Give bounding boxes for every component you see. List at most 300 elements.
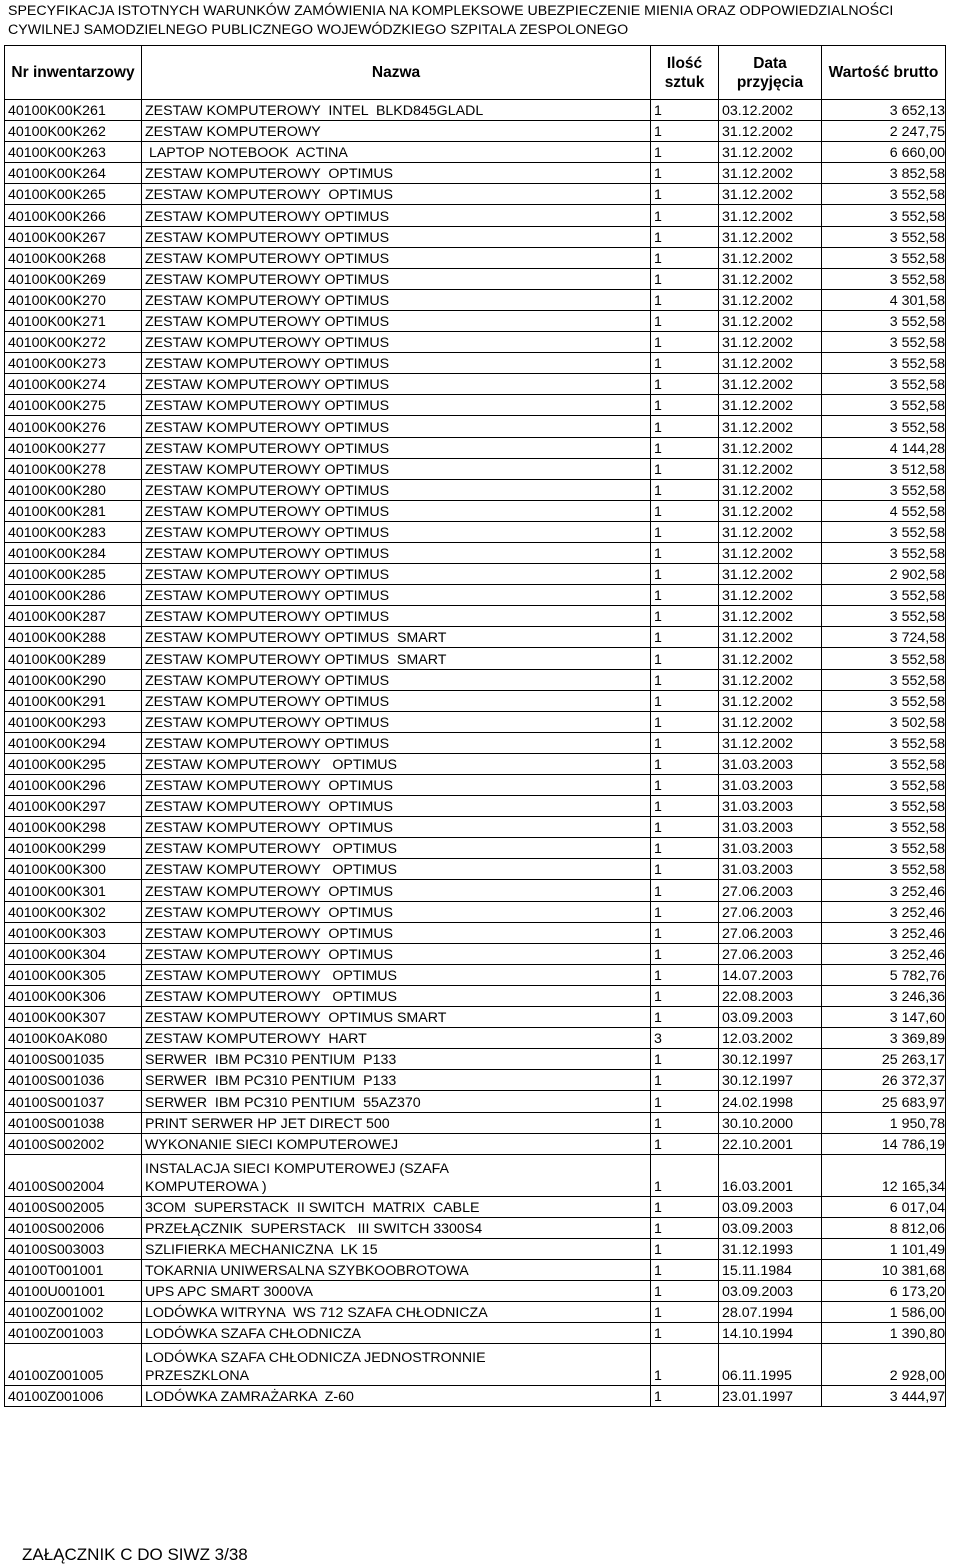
- cell-date: 24.02.1998: [719, 1091, 822, 1112]
- cell-quantity: 1: [651, 1154, 719, 1196]
- cell-name: PRZEŁĄCZNIK SUPERSTACK III SWITCH 3300S4: [142, 1217, 651, 1238]
- cell-date: 31.12.2002: [719, 606, 822, 627]
- cell-date: 03.09.2003: [719, 1281, 822, 1302]
- cell-value: 3 552,58: [822, 332, 946, 353]
- cell-name: ZESTAW KOMPUTEROWY OPTIMUS: [142, 310, 651, 331]
- table-row: [5, 775, 946, 796]
- cell-quantity: 1: [651, 542, 719, 563]
- cell-name: ZESTAW KOMPUTEROWY OPTIMUS: [142, 542, 651, 563]
- cell-value: 3 552,58: [822, 542, 946, 563]
- cell-inventory-number: 40100S002004: [5, 1154, 142, 1196]
- table-row: [5, 880, 946, 901]
- table-row: [5, 901, 946, 922]
- column-header-ilosc: Ilość sztuk: [651, 46, 719, 100]
- table-row: [5, 416, 946, 437]
- cell-inventory-number: 40100T001001: [5, 1259, 142, 1280]
- cell-name: ZESTAW KOMPUTEROWY OPTIMUS: [142, 184, 651, 205]
- cell-inventory-number: 40100S002005: [5, 1196, 142, 1217]
- cell-date: 31.12.2002: [719, 395, 822, 416]
- table-row: [5, 374, 946, 395]
- cell-value: 6 660,00: [822, 142, 946, 163]
- cell-quantity: 1: [651, 775, 719, 796]
- cell-inventory-number: 40100K00K280: [5, 479, 142, 500]
- column-header-wartosc: Wartość brutto: [822, 46, 946, 100]
- table-row: [5, 268, 946, 289]
- cell-value: 6 017,04: [822, 1196, 946, 1217]
- cell-inventory-number: 40100K00K303: [5, 922, 142, 943]
- table-header-row: [5, 46, 946, 100]
- cell-date: 31.12.2002: [719, 121, 822, 142]
- cell-inventory-number: 40100K00K302: [5, 901, 142, 922]
- cell-date: 23.01.1997: [719, 1386, 822, 1407]
- cell-value: 1 950,78: [822, 1112, 946, 1133]
- cell-value: 4 552,58: [822, 500, 946, 521]
- cell-inventory-number: 40100Z001002: [5, 1302, 142, 1323]
- cell-inventory-number: 40100K00K261: [5, 100, 142, 121]
- cell-value: 2 247,75: [822, 121, 946, 142]
- cell-name: 3COM SUPERSTACK II SWITCH MATRIX CABLE: [142, 1196, 651, 1217]
- table-row: [5, 943, 946, 964]
- cell-inventory-number: 40100S001037: [5, 1091, 142, 1112]
- cell-inventory-number: 40100U001001: [5, 1281, 142, 1302]
- cell-quantity: 1: [651, 1259, 719, 1280]
- cell-value: 3 552,58: [822, 775, 946, 796]
- cell-quantity: 1: [651, 163, 719, 184]
- cell-name: ZESTAW KOMPUTEROWY OPTIMUS: [142, 458, 651, 479]
- cell-date: 31.12.2002: [719, 732, 822, 753]
- table-row: [5, 796, 946, 817]
- table-row: [5, 1133, 946, 1154]
- cell-inventory-number: 40100S002006: [5, 1217, 142, 1238]
- cell-date: 31.12.2002: [719, 479, 822, 500]
- cell-name: TOKARNIA UNIWERSALNA SZYBKOOBROTOWA: [142, 1259, 651, 1280]
- table-row: [5, 542, 946, 563]
- table-row: [5, 817, 946, 838]
- cell-name: ZESTAW KOMPUTEROWY OPTIMUS: [142, 226, 651, 247]
- cell-name: ZESTAW KOMPUTEROWY OPTIMUS SMART: [142, 627, 651, 648]
- cell-name: PRINT SERWER HP JET DIRECT 500: [142, 1112, 651, 1133]
- cell-value: 2 928,00: [822, 1344, 946, 1386]
- cell-date: 31.03.2003: [719, 859, 822, 880]
- table-row: [5, 163, 946, 184]
- cell-inventory-number: 40100K00K278: [5, 458, 142, 479]
- cell-name: UPS APC SMART 3000VA: [142, 1281, 651, 1302]
- table-row: [5, 332, 946, 353]
- inventory-table: [4, 45, 946, 1407]
- cell-value: 26 372,37: [822, 1070, 946, 1091]
- table-row: [5, 1154, 946, 1196]
- cell-quantity: 1: [651, 1007, 719, 1028]
- cell-value: 25 263,17: [822, 1049, 946, 1070]
- table-row: [5, 395, 946, 416]
- cell-name: ZESTAW KOMPUTEROWY OPTIMUS: [142, 479, 651, 500]
- cell-date: 22.08.2003: [719, 985, 822, 1006]
- cell-value: 3 252,46: [822, 922, 946, 943]
- cell-date: 31.12.2002: [719, 711, 822, 732]
- cell-value: 3 552,58: [822, 353, 946, 374]
- cell-date: 30.10.2000: [719, 1112, 822, 1133]
- cell-name: ZESTAW KOMPUTEROWY OPTIMUS: [142, 880, 651, 901]
- cell-value: 1 390,80: [822, 1323, 946, 1344]
- cell-date: 14.10.1994: [719, 1323, 822, 1344]
- table-row: [5, 1302, 946, 1323]
- cell-value: 3 252,46: [822, 943, 946, 964]
- cell-quantity: 1: [651, 1323, 719, 1344]
- cell-quantity: 1: [651, 585, 719, 606]
- cell-date: 31.12.2002: [719, 648, 822, 669]
- cell-inventory-number: 40100Z001006: [5, 1386, 142, 1407]
- cell-quantity: 1: [651, 1133, 719, 1154]
- cell-value: 3 552,58: [822, 247, 946, 268]
- cell-date: 31.12.2002: [719, 184, 822, 205]
- cell-value: 3 552,58: [822, 796, 946, 817]
- cell-date: 31.12.2002: [719, 542, 822, 563]
- table-row: [5, 1070, 946, 1091]
- table-row: [5, 753, 946, 774]
- table-row: [5, 353, 946, 374]
- cell-inventory-number: 40100K00K284: [5, 542, 142, 563]
- cell-inventory-number: 40100Z001003: [5, 1323, 142, 1344]
- cell-name: ZESTAW KOMPUTEROWY OPTIMUS: [142, 732, 651, 753]
- cell-quantity: 1: [651, 142, 719, 163]
- cell-date: 31.12.2002: [719, 226, 822, 247]
- footer-label: ZAŁĄCZNIK C DO SIWZ 3/38: [22, 1545, 248, 1564]
- cell-inventory-number: 40100K00K299: [5, 838, 142, 859]
- cell-quantity: 1: [651, 964, 719, 985]
- cell-quantity: 1: [651, 437, 719, 458]
- cell-date: 31.03.2003: [719, 753, 822, 774]
- cell-value: 3 552,58: [822, 606, 946, 627]
- cell-value: 1 101,49: [822, 1238, 946, 1259]
- cell-inventory-number: 40100K00K265: [5, 184, 142, 205]
- cell-value: 3 552,58: [822, 838, 946, 859]
- cell-name: ZESTAW KOMPUTEROWY OPTIMUS: [142, 205, 651, 226]
- cell-quantity: 1: [651, 121, 719, 142]
- cell-name: ZESTAW KOMPUTEROWY OPTIMUS: [142, 690, 651, 711]
- cell-inventory-number: 40100K00K273: [5, 353, 142, 374]
- cell-value: 14 786,19: [822, 1133, 946, 1154]
- cell-value: 3 724,58: [822, 627, 946, 648]
- cell-value: 3 552,58: [822, 753, 946, 774]
- cell-inventory-number: 40100K00K305: [5, 964, 142, 985]
- cell-value: 3 552,58: [822, 521, 946, 542]
- cell-value: 3 147,60: [822, 1007, 946, 1028]
- table-row: [5, 437, 946, 458]
- cell-inventory-number: 40100K00K294: [5, 732, 142, 753]
- cell-inventory-number: 40100K00K293: [5, 711, 142, 732]
- cell-date: 16.03.2001: [719, 1154, 822, 1196]
- table-row: [5, 964, 946, 985]
- cell-quantity: 1: [651, 289, 719, 310]
- cell-quantity: 1: [651, 1070, 719, 1091]
- cell-quantity: 1: [651, 1386, 719, 1407]
- cell-quantity: 1: [651, 859, 719, 880]
- cell-quantity: 1: [651, 796, 719, 817]
- cell-name: ZESTAW KOMPUTEROWY OPTIMUS: [142, 711, 651, 732]
- cell-quantity: 1: [651, 1344, 719, 1386]
- cell-date: 31.12.2002: [719, 268, 822, 289]
- cell-name: LAPTOP NOTEBOOK ACTINA: [142, 142, 651, 163]
- table-row: [5, 669, 946, 690]
- cell-value: 3 552,58: [822, 585, 946, 606]
- cell-name: ZESTAW KOMPUTEROWY OPTIMUS: [142, 775, 651, 796]
- cell-value: 25 683,97: [822, 1091, 946, 1112]
- table-row: [5, 1007, 946, 1028]
- cell-quantity: 1: [651, 669, 719, 690]
- cell-inventory-number: 40100K00K290: [5, 669, 142, 690]
- cell-name: ZESTAW KOMPUTEROWY OPTIMUS: [142, 500, 651, 521]
- cell-date: 31.12.2002: [719, 458, 822, 479]
- cell-name: LODÓWKA SZAFA CHŁODNICZA JEDNOSTRONNIE PRZESZKLONA: [142, 1344, 651, 1386]
- cell-date: 06.11.1995: [719, 1344, 822, 1386]
- cell-quantity: 1: [651, 1091, 719, 1112]
- cell-inventory-number: 40100K00K288: [5, 627, 142, 648]
- table-row: [5, 564, 946, 585]
- cell-value: 3 552,58: [822, 817, 946, 838]
- table-row: [5, 690, 946, 711]
- cell-inventory-number: 40100K00K283: [5, 521, 142, 542]
- cell-name: ZESTAW KOMPUTEROWY OPTIMUS: [142, 901, 651, 922]
- cell-inventory-number: 40100K0AK080: [5, 1028, 142, 1049]
- cell-value: 6 173,20: [822, 1281, 946, 1302]
- table-row: [5, 1049, 946, 1070]
- cell-quantity: 1: [651, 690, 719, 711]
- cell-inventory-number: 40100K00K264: [5, 163, 142, 184]
- cell-date: 27.06.2003: [719, 880, 822, 901]
- cell-name: ZESTAW KOMPUTEROWY OPTIMUS SMART: [142, 648, 651, 669]
- cell-inventory-number: 40100K00K266: [5, 205, 142, 226]
- column-header-data: Data przyjęcia: [719, 46, 822, 100]
- cell-value: 3 552,58: [822, 648, 946, 669]
- cell-inventory-number: 40100K00K271: [5, 310, 142, 331]
- cell-quantity: 1: [651, 943, 719, 964]
- table-row: [5, 627, 946, 648]
- cell-value: 3 552,58: [822, 374, 946, 395]
- table-row: [5, 500, 946, 521]
- cell-value: 3 369,89: [822, 1028, 946, 1049]
- cell-quantity: 1: [651, 479, 719, 500]
- cell-name: ZESTAW KOMPUTEROWY OPTIMUS: [142, 521, 651, 542]
- table-row: [5, 1344, 946, 1386]
- cell-quantity: 1: [651, 1217, 719, 1238]
- cell-name: ZESTAW KOMPUTEROWY OPTIMUS: [142, 585, 651, 606]
- cell-date: 31.12.2002: [719, 374, 822, 395]
- cell-inventory-number: 40100K00K276: [5, 416, 142, 437]
- table-row: [5, 121, 946, 142]
- cell-inventory-number: 40100K00K281: [5, 500, 142, 521]
- table-row: [5, 732, 946, 753]
- cell-name: SZLIFIERKA MECHANICZNA LK 15: [142, 1238, 651, 1259]
- cell-date: 31.12.2002: [719, 627, 822, 648]
- cell-inventory-number: 40100K00K304: [5, 943, 142, 964]
- cell-date: 31.12.2002: [719, 585, 822, 606]
- cell-value: 3 246,36: [822, 985, 946, 1006]
- cell-name: ZESTAW KOMPUTEROWY OPTIMUS: [142, 817, 651, 838]
- cell-date: 31.12.2002: [719, 142, 822, 163]
- cell-quantity: 1: [651, 627, 719, 648]
- table-row: [5, 1238, 946, 1259]
- cell-name: ZESTAW KOMPUTEROWY OPTIMUS SMART: [142, 1007, 651, 1028]
- cell-date: 31.12.2002: [719, 500, 822, 521]
- cell-date: 31.03.2003: [719, 817, 822, 838]
- cell-name: LODÓWKA WITRYNA WS 712 SZAFA CHŁODNICZA: [142, 1302, 651, 1323]
- table-row: [5, 1323, 946, 1344]
- cell-quantity: 1: [651, 353, 719, 374]
- cell-quantity: 1: [651, 416, 719, 437]
- cell-quantity: 1: [651, 395, 719, 416]
- table-row: [5, 606, 946, 627]
- cell-date: 31.12.2002: [719, 310, 822, 331]
- cell-inventory-number: 40100K00K307: [5, 1007, 142, 1028]
- cell-inventory-number: 40100S001035: [5, 1049, 142, 1070]
- cell-name: ZESTAW KOMPUTEROWY: [142, 121, 651, 142]
- cell-date: 31.03.2003: [719, 838, 822, 859]
- cell-name: INSTALACJA SIECI KOMPUTEROWEJ (SZAFA KOMPUTEROWA ): [142, 1154, 651, 1196]
- cell-name: ZESTAW KOMPUTEROWY OPTIMUS: [142, 247, 651, 268]
- cell-quantity: 1: [651, 648, 719, 669]
- cell-name: ZESTAW KOMPUTEROWY OPTIMUS: [142, 268, 651, 289]
- cell-name: ZESTAW KOMPUTEROWY OPTIMUS: [142, 163, 651, 184]
- cell-name: LODÓWKA ZAMRAŻARKA Z-60: [142, 1386, 651, 1407]
- cell-quantity: 1: [651, 1112, 719, 1133]
- table-row: [5, 458, 946, 479]
- cell-value: 3 444,97: [822, 1386, 946, 1407]
- cell-date: 31.12.1993: [719, 1238, 822, 1259]
- cell-name: ZESTAW KOMPUTEROWY OPTIMUS: [142, 964, 651, 985]
- cell-quantity: 1: [651, 521, 719, 542]
- cell-quantity: 1: [651, 100, 719, 121]
- cell-date: 03.09.2003: [719, 1217, 822, 1238]
- cell-inventory-number: 40100K00K287: [5, 606, 142, 627]
- cell-value: 4 144,28: [822, 437, 946, 458]
- table-row: [5, 142, 946, 163]
- table-row: [5, 100, 946, 121]
- cell-date: 03.12.2002: [719, 100, 822, 121]
- cell-inventory-number: 40100S001038: [5, 1112, 142, 1133]
- cell-name: ZESTAW KOMPUTEROWY OPTIMUS: [142, 922, 651, 943]
- cell-date: 27.06.2003: [719, 922, 822, 943]
- cell-quantity: 1: [651, 1196, 719, 1217]
- cell-value: 3 552,58: [822, 226, 946, 247]
- cell-quantity: 1: [651, 922, 719, 943]
- cell-value: 3 552,58: [822, 184, 946, 205]
- cell-date: 31.03.2003: [719, 775, 822, 796]
- cell-quantity: 1: [651, 374, 719, 395]
- cell-value: 3 512,58: [822, 458, 946, 479]
- cell-value: 10 381,68: [822, 1259, 946, 1280]
- cell-quantity: 1: [651, 732, 719, 753]
- cell-date: 31.12.2002: [719, 205, 822, 226]
- cell-quantity: 1: [651, 985, 719, 1006]
- cell-name: WYKONANIE SIECI KOMPUTEROWEJ: [142, 1133, 651, 1154]
- table-row: [5, 985, 946, 1006]
- table-row: [5, 1386, 946, 1407]
- cell-date: 14.07.2003: [719, 964, 822, 985]
- cell-quantity: 1: [651, 458, 719, 479]
- cell-name: ZESTAW KOMPUTEROWY OPTIMUS: [142, 374, 651, 395]
- table-row: [5, 648, 946, 669]
- cell-name: ZESTAW KOMPUTEROWY OPTIMUS: [142, 437, 651, 458]
- cell-value: 3 552,58: [822, 205, 946, 226]
- cell-name: ZESTAW KOMPUTEROWY OPTIMUS: [142, 985, 651, 1006]
- cell-date: 31.12.2002: [719, 163, 822, 184]
- table-row: [5, 585, 946, 606]
- cell-date: 12.03.2002: [719, 1028, 822, 1049]
- cell-quantity: 1: [651, 606, 719, 627]
- cell-date: 31.12.2002: [719, 332, 822, 353]
- table-row: [5, 247, 946, 268]
- header-line-2: CYWILNEJ SAMODZIELNEGO PUBLICZNEGO WOJEWÓDZKIEGO SZPITALA ZESPOLONEGO: [8, 22, 629, 38]
- cell-date: 30.12.1997: [719, 1049, 822, 1070]
- table-row: [5, 1028, 946, 1049]
- cell-name: ZESTAW KOMPUTEROWY OPTIMUS: [142, 838, 651, 859]
- table-row: [5, 1196, 946, 1217]
- cell-value: 2 902,58: [822, 564, 946, 585]
- cell-quantity: 1: [651, 310, 719, 331]
- cell-inventory-number: 40100K00K268: [5, 247, 142, 268]
- cell-date: 03.09.2003: [719, 1196, 822, 1217]
- cell-inventory-number: 40100K00K275: [5, 395, 142, 416]
- cell-date: 31.12.2002: [719, 353, 822, 374]
- cell-quantity: 1: [651, 901, 719, 922]
- cell-name: SERWER IBM PC310 PENTIUM P133: [142, 1070, 651, 1091]
- cell-value: 1 586,00: [822, 1302, 946, 1323]
- cell-value: 3 552,58: [822, 395, 946, 416]
- cell-name: ZESTAW KOMPUTEROWY OPTIMUS: [142, 669, 651, 690]
- column-header-nr: Nr inwentarzowy: [5, 46, 142, 100]
- cell-value: 12 165,34: [822, 1154, 946, 1196]
- cell-name: ZESTAW KOMPUTEROWY OPTIMUS: [142, 943, 651, 964]
- cell-inventory-number: 40100K00K300: [5, 859, 142, 880]
- cell-name: ZESTAW KOMPUTEROWY OPTIMUS: [142, 564, 651, 585]
- table-row: [5, 1112, 946, 1133]
- cell-date: 30.12.1997: [719, 1070, 822, 1091]
- table-row: [5, 711, 946, 732]
- cell-value: 3 552,58: [822, 416, 946, 437]
- cell-inventory-number: 40100S003003: [5, 1238, 142, 1259]
- table-row: [5, 838, 946, 859]
- table-row: [5, 184, 946, 205]
- cell-name: ZESTAW KOMPUTEROWY OPTIMUS: [142, 753, 651, 774]
- cell-value: 8 812,06: [822, 1217, 946, 1238]
- cell-date: 31.12.2002: [719, 247, 822, 268]
- cell-name: ZESTAW KOMPUTEROWY OPTIMUS: [142, 395, 651, 416]
- cell-inventory-number: 40100K00K269: [5, 268, 142, 289]
- cell-date: 31.12.2002: [719, 690, 822, 711]
- cell-date: 31.03.2003: [719, 796, 822, 817]
- cell-inventory-number: 40100K00K272: [5, 332, 142, 353]
- cell-quantity: 1: [651, 205, 719, 226]
- cell-date: 31.12.2002: [719, 564, 822, 585]
- cell-name: ZESTAW KOMPUTEROWY OPTIMUS: [142, 416, 651, 437]
- cell-inventory-number: 40100K00K286: [5, 585, 142, 606]
- cell-inventory-number: 40100K00K270: [5, 289, 142, 310]
- table-body: [5, 100, 946, 1407]
- cell-date: 31.12.2002: [719, 416, 822, 437]
- table-row: [5, 922, 946, 943]
- table-row: [5, 1091, 946, 1112]
- cell-date: 22.10.2001: [719, 1133, 822, 1154]
- table-row: [5, 1217, 946, 1238]
- cell-name: ZESTAW KOMPUTEROWY INTEL BLKD845GLADL: [142, 100, 651, 121]
- document-header: [8, 2, 960, 40]
- cell-date: 15.11.1984: [719, 1259, 822, 1280]
- cell-inventory-number: 40100K00K277: [5, 437, 142, 458]
- cell-value: 4 301,58: [822, 289, 946, 310]
- cell-quantity: 1: [651, 1302, 719, 1323]
- table-row: [5, 1259, 946, 1280]
- cell-name: ZESTAW KOMPUTEROWY OPTIMUS: [142, 289, 651, 310]
